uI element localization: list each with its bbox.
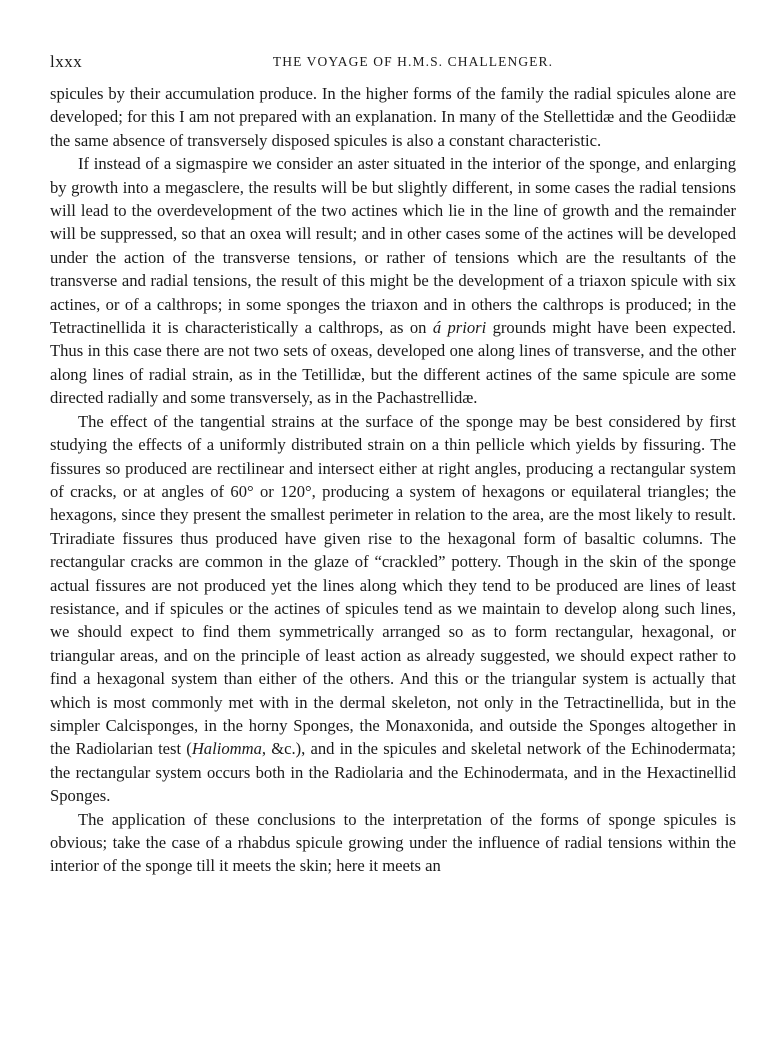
running-title: THE VOYAGE OF H.M.S. CHALLENGER. (272, 54, 554, 69)
running-head (50, 52, 736, 76)
body-text (50, 82, 736, 878)
paragraph-4 (50, 808, 736, 878)
paragraph-text: The application of these conclusions to the interpretation of the forms of sponge spicules is obvious; take the case of a rhabdus spicule growing under the influence of radial tensions within the interior of the sponge till it meets the skin; here it meets an (50, 809, 736, 876)
italic-term: Haliomma (191, 739, 262, 759)
paragraph-3 (50, 410, 736, 808)
paragraph-text: , &c.), and in the spicules and skeletal network of the Echinodermata; the rectangular system occurs both in the Radiolaria and the Echinodermata, and in the Hexactinellid Sponges. (50, 739, 736, 806)
paragraph-text: If instead of a sigmaspire we consider an aster situated in the interior of the sponge, and enlarging by growth into a megasclere, the results will be but slightly different, in some cases the radial tensions will lead to the overdevelopment of the two actines which lie in the line of growth and the remainder will be suppressed, so that an oxea will result; and in other cases some of the actines will be developed under the action of the transverse tensions, or rather of tensions which are the resultants of the transverse and radial tensions, the result of this might be the development of a triaxon spicule with six actines, or of a calthrops; in some sponges the triaxon and in others the calthrops is produced; in the Tetractinellida it is characteristically a calthrops, as on (50, 154, 736, 338)
page-number: lxxx (50, 52, 83, 71)
paragraph-text: grounds might have been expected. Thus in this case there are not two sets of oxeas, developed one along lines of transverse, and the other along lines of radial strain, as in the Tetillidæ, but the different actines of the same spicule are some directed radially and some transversely, as in the Pachastrellidæ. (50, 318, 736, 408)
paragraph-text: spicules by their accumulation produce. In the higher forms of the family the radial spicules alone are developed; for this I am not prepared with an explanation. In many of the Stellettidæ and the Geodiidæ the same absence of transversely disposed spicules is also a constant characteristic. (50, 84, 736, 150)
document-page (50, 52, 736, 878)
paragraph-1 (50, 82, 736, 152)
paragraph-text: The effect of the tangential strains at the surface of the sponge may be best considered by first studying the effects of a uniformly distributed strain on a thin pellicle which yields by fissuring. The fissures so produced are rectilinear and intersect either at right angles, producing a rectangular system of cracks, or at angles of 60° or 120°, producing a system of hexagons or equilateral triangles; the hexagons, since they present the smallest perimeter in relation to the area, are the most likely to result. Triradiate fissures thus produced have given rise to the hexagonal form of basaltic columns. The rectangular cracks are common in the glaze of “crackled” pottery. Though in the skin of the sponge actual fissures are not produced yet the lines along which they tend to be produced are lines of least resistance, and if spicules or the actines of spicules tend as we maintain to develop along such lines, we should expect to find them symmetrically arranged so as to form rectangular, hexagonal, or triangular areas, and on the principle of least action as already suggested, we should expect rather to find a hexagonal system than either of the others. And this or the triangular system is actually that which is most commonly met with in the dermal skeleton, not only in the Tetractinellida, but in the simpler Calcisponges, in the horny Sponges, the Monaxonida, and outside the Sponges altogether in the Radiolarian test ( (50, 411, 736, 759)
italic-term: á priori (432, 318, 487, 338)
paragraph-2 (50, 152, 736, 409)
